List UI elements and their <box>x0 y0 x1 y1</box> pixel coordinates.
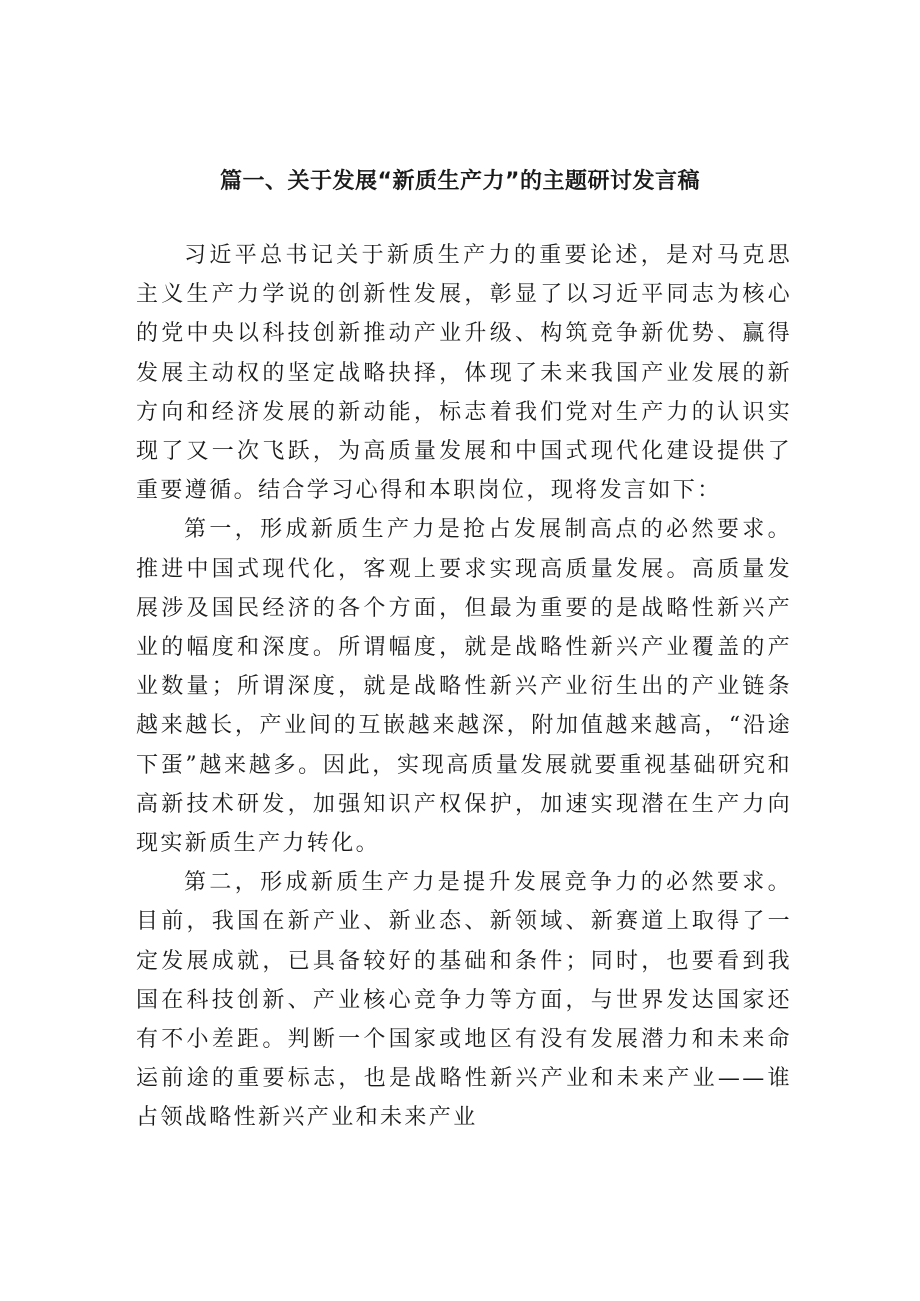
document-title: 篇一、关于发展“新质生产力”的主题研讨发言稿 <box>220 169 700 194</box>
paragraph-intro: 习近平总书记关于新质生产力的重要论述，是对马克思主义生产力学说的创新性发展，彰显了以习近平同志为核心的党中央以科技创新推动产业升级、构筑竞争新优势、赢得发展主动权的坚定战略抉择，体现了未来我国产业发展的新方向和经济发展的新动能，标志着我们党对生产力的认识实现了又一次飞跃，为高质量发展和中国式现代化建设提供了重要遵循。结合学习心得和本职岗位，现将发言如下： <box>136 243 792 504</box>
document-body <box>136 236 792 1138</box>
paragraph-second-point: 第二，形成新质生产力是提升发展竞争力的必然要求。目前，我国在新产业、新业态、新领域、新赛道上取得了一定发展成就，已具备较好的基础和条件；同时，也要看到我国在科技创新、产业核心竞争力等方面，与世界发达国家还有不小差距。判断一个国家或地区有没有发展潜力和未来命运前途的重要标志，也是战略性新兴产业和未来产业——谁占领战略性新兴产业和未来产业 <box>136 870 792 1131</box>
paragraph-first-point: 第一，形成新质生产力是抢占发展制高点的必然要求。推进中国式现代化，客观上要求实现高质量发展。高质量发展涉及国民经济的各个方面，但最为重要的是战略性新兴产业的幅度和深度。所谓幅度，就是战略性新兴产业覆盖的产业数量；所谓深度，就是战略性新兴产业衍生出的产业链条越来越长，产业间的互嵌越来越深，附加值越来越高，“沿途下蛋”越来越多。因此，实现高质量发展就要重视基础研究和高新技术研发，加强知识产权保护，加速实现潜在生产力向现实新质生产力转化。 <box>136 517 792 857</box>
